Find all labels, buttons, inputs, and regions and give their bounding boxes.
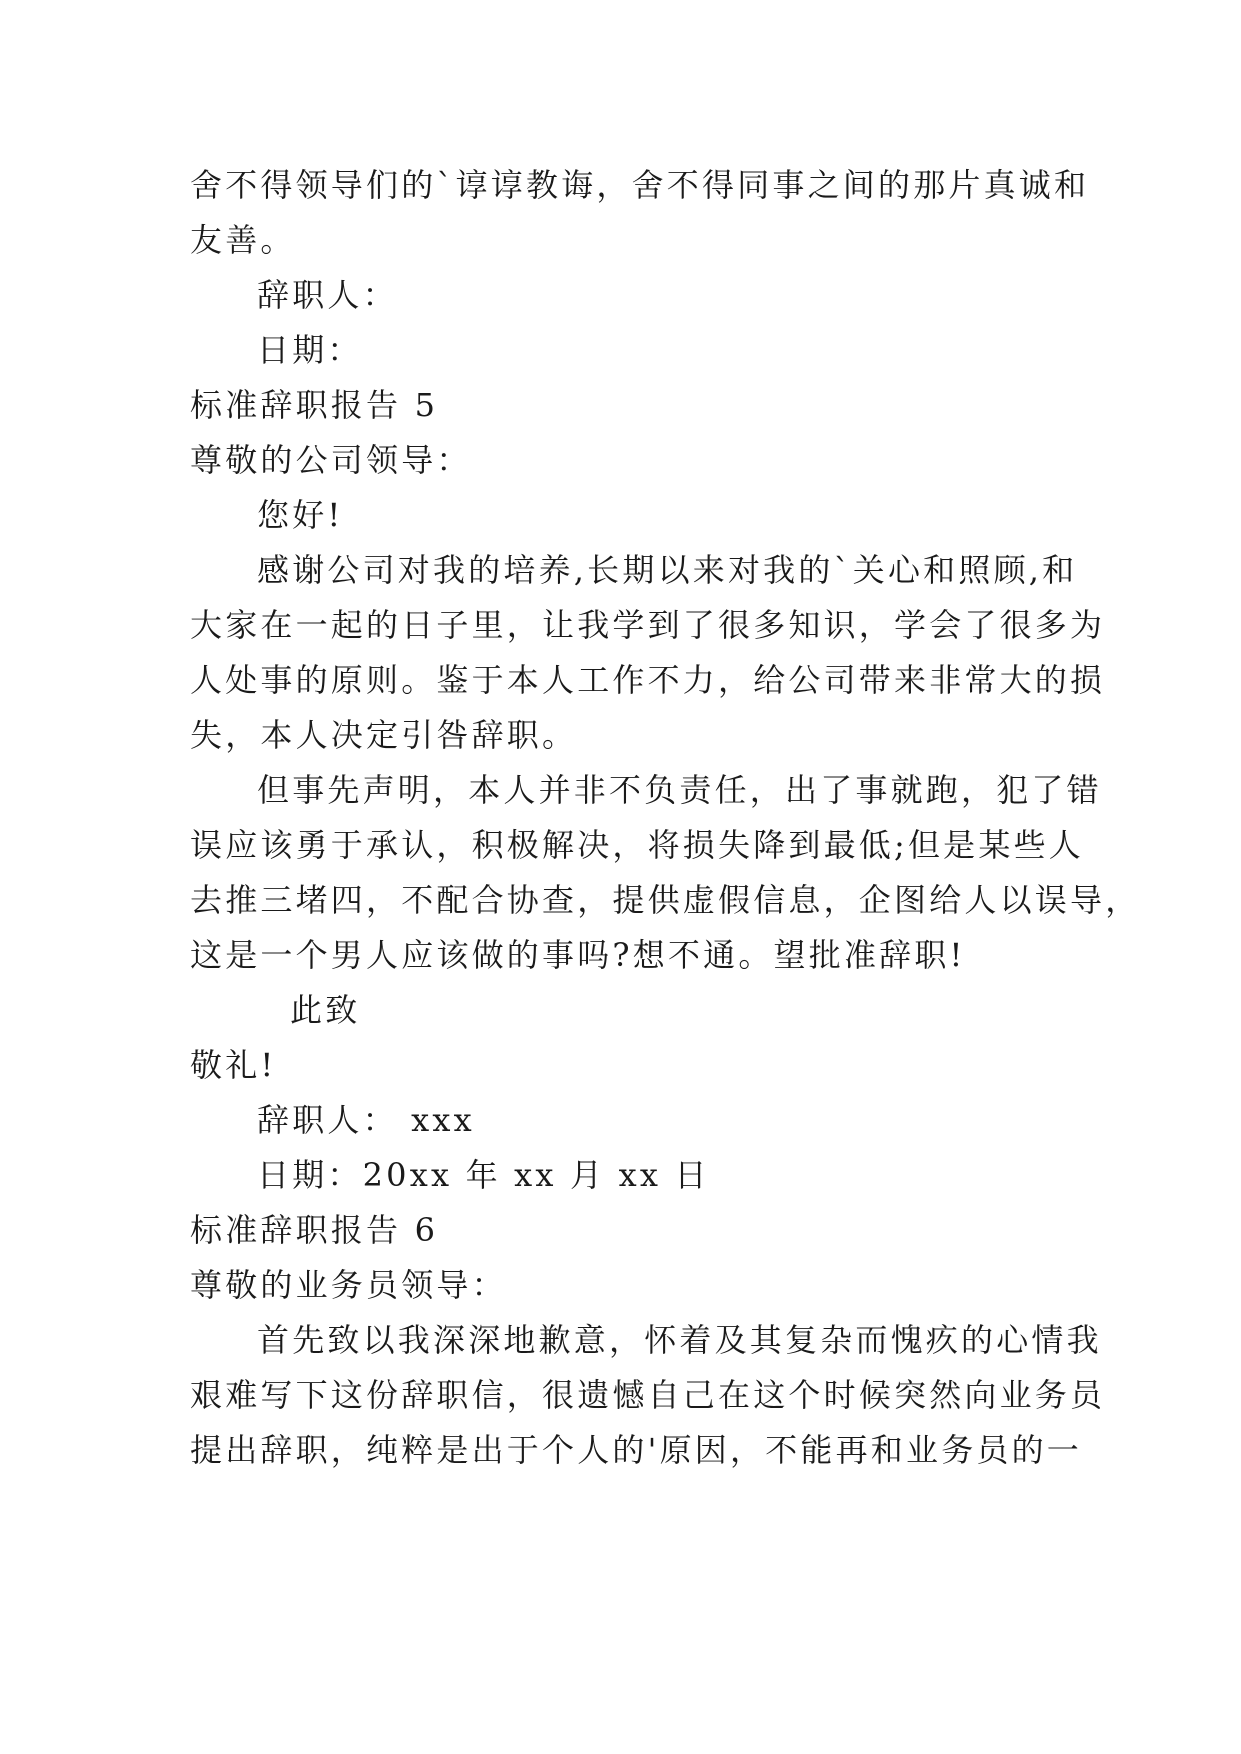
body-text-line: 艰难写下这份辞职信，很遗憾自己在这个时候突然向业务员 [190,1376,1106,1414]
date-label: 日期： [257,331,363,369]
section-heading: 标准辞职报告 6 [190,1211,439,1249]
date-label: 日期：20xx 年 xx 月 xx 日 [257,1156,710,1194]
body-text-line: 去推三堵四，不配合协查，提供虚假信息，企图给人以误导， [190,881,1141,919]
closing-phrase: 此致 [290,991,361,1029]
body-text-line: 友善。 [190,221,296,259]
body-text-line: 人处事的原则。鉴于本人工作不力，给公司带来非常大的损 [190,661,1106,699]
section-heading: 标准辞职报告 5 [190,386,439,424]
signer-label: 辞职人： xxx [257,1101,475,1139]
signer-label: 辞职人： [257,276,398,314]
body-text-line: 提出辞职，纯粹是出于个人的'原因，不能再和业务员的一 [190,1431,1082,1469]
body-text-line: 舍不得领导们的`谆谆教诲，舍不得同事之间的那片真诚和 [190,166,1090,204]
body-text-line: 失，本人决定引咎辞职。 [190,716,578,754]
body-text-line: 感谢公司对我的培养,长期以来对我的`关心和照顾,和 [257,551,1078,589]
body-text-line: 首先致以我深深地歉意，怀着及其复杂而愧疚的心情我 [257,1321,1102,1359]
body-text-line: 误应该勇于承认，积极解决，将损失降到最低;但是某些人 [190,826,1084,864]
body-text-line: 大家在一起的日子里，让我学到了很多知识，学会了很多为 [190,606,1106,644]
body-text-line: 这是一个男人应该做的事吗?想不通。望批准辞职! [190,936,966,974]
salutation: 尊敬的业务员领导： [190,1266,507,1304]
greeting: 您好! [257,496,344,534]
salutation: 尊敬的公司领导： [190,441,472,479]
closing-salute: 敬礼! [190,1046,277,1084]
body-text-line: 但事先声明，本人并非不负责任，出了事就跑，犯了错 [257,771,1102,809]
